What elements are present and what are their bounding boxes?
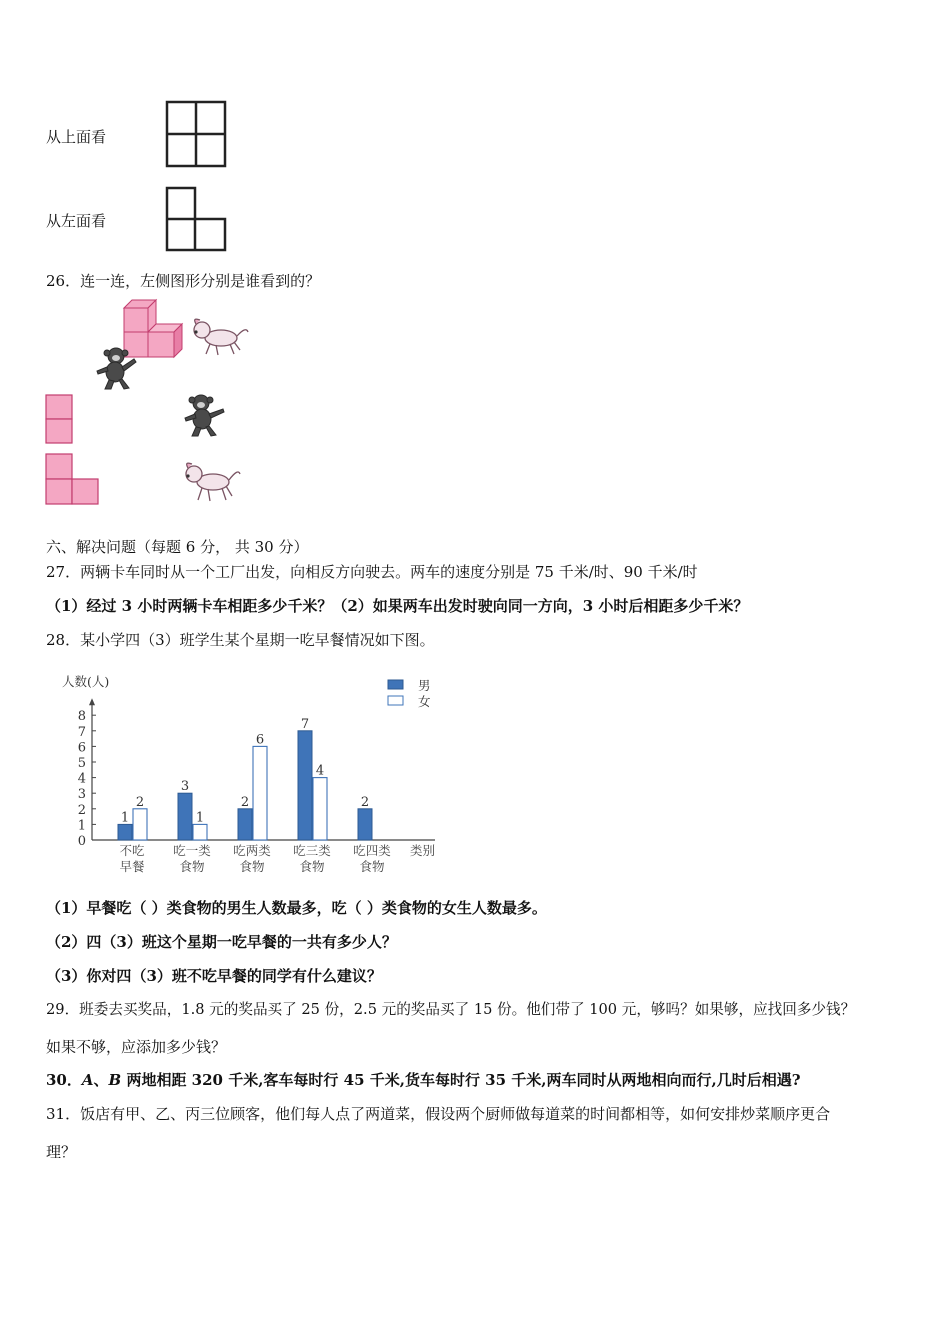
dog-icon (188, 314, 250, 358)
q31-line2: 理？ (46, 1143, 77, 1161)
q29-line2: 如果不够，应添加多少钱？ (46, 1038, 227, 1056)
bar-label-boys: 3 (180, 779, 190, 795)
y-axis-label: 人数(人) (62, 674, 110, 689)
legend-label-girls: 女 (418, 694, 431, 709)
y-tick-label: 2 (77, 802, 86, 818)
y-tick-label: 0 (77, 834, 86, 849)
q28-sub3: （3）你对四（3）班不吃早餐的同学有什么建议？ (46, 967, 382, 985)
x-axis-label: 类别 (410, 843, 436, 858)
q31-line1: 31．饭店有甲、乙、丙三位顾客，他们每人点了两道菜，假设两个厨师做每道菜的时间都相等，如何安排炒菜顺序更合 (46, 1105, 831, 1123)
q29-line1: 29．班委去买奖品，1.8 元的奖品买了 25 份，2.5 元的奖品买了 15 份。他们带了 100 元，够吗？如果够，应找回多少钱？ (46, 1001, 856, 1018)
bar-label-girls: 4 (315, 763, 325, 779)
q30-text (46, 1070, 801, 1090)
q26-text: 26．连一连，左侧图形分别是谁看到的？ (46, 272, 321, 290)
bar-label-boys: 1 (120, 810, 130, 826)
bar-boys (298, 731, 312, 840)
bar-boys (238, 809, 252, 840)
bar-label-boys: 2 (360, 794, 370, 810)
category-label-line2: 食物 (359, 859, 385, 874)
left-view-label: 从左面看 (46, 212, 107, 230)
left-view-figure (165, 186, 227, 252)
bar-label-girls: 2 (135, 794, 145, 810)
top-view-figure (165, 100, 227, 168)
category-label-line1: 吃两类 (233, 843, 271, 858)
vertical-view-figure (45, 394, 75, 446)
dog-option-icon (180, 460, 242, 504)
y-axis-arrow (89, 698, 95, 705)
y-tick-label: 6 (77, 740, 86, 756)
bar-boys (118, 824, 132, 840)
category-label-line1: 吃四类 (353, 843, 391, 858)
monkey-icon (92, 345, 138, 391)
y-tick-label: 7 (77, 724, 86, 740)
bar-boys (358, 809, 372, 840)
category-label-line2: 食物 (179, 859, 205, 874)
bar-girls (313, 778, 327, 840)
category-label-line2: 食物 (239, 859, 265, 874)
monkey-option-icon (181, 392, 227, 438)
y-tick-label: 4 (77, 771, 86, 787)
q30-point-b: B (108, 1071, 122, 1089)
category-label-line2: 早餐 (119, 859, 145, 874)
bar-label-boys: 2 (240, 794, 250, 810)
q28-sub2: （2）四（3）班这个星期一吃早餐的一共有多少人？ (46, 933, 397, 951)
y-tick-label: 8 (77, 709, 86, 725)
bar-girls (193, 824, 207, 840)
bar-boys (178, 793, 192, 840)
legend-label-boys: 男 (418, 678, 431, 693)
q30-num: 30． (46, 1071, 82, 1089)
q28-sub1: （1）早餐吃（ ）类食物的男生人数最多，吃（ ）类食物的女生人数最多。 (46, 899, 547, 917)
bar-label-girls: 6 (255, 732, 265, 748)
q27-line2: （1）经过 3 小时两辆卡车相距多少千米？（2）如果两车出发时驶向同一方向，3 小时后相距多少千米？ (46, 597, 749, 615)
breakfast-bar-chart (60, 668, 450, 880)
y-tick-label: 1 (77, 818, 86, 834)
l-shape-view-figure (45, 453, 101, 507)
q30-sep: 、 (93, 1071, 109, 1089)
y-tick-label: 3 (77, 787, 86, 803)
category-label-line1: 吃三类 (293, 843, 331, 858)
q30-point-a: A (81, 1071, 94, 1089)
bar-label-boys: 7 (300, 716, 310, 732)
bar-girls (133, 809, 147, 840)
category-label-line2: 食物 (299, 859, 325, 874)
section-heading: 六、解决问题（每题 6 分， 共 30 分） (46, 538, 309, 556)
category-label-line1: 不吃 (119, 843, 145, 858)
top-view-label: 从上面看 (46, 128, 107, 146)
legend-swatch-boys (388, 680, 403, 689)
y-tick-label: 5 (77, 756, 86, 771)
bar-girls (253, 746, 267, 840)
category-label-line1: 吃一类 (173, 843, 211, 858)
q28-intro: 28．某小学四（3）班学生某个星期一吃早餐情况如下图。 (46, 631, 435, 649)
q27-line1: 27．两辆卡车同时从一个工厂出发，向相反方向驶去。两车的速度分别是 75 千米/时、90 千米/时 (46, 563, 698, 581)
legend-swatch-girls (388, 696, 403, 705)
bar-label-girls: 1 (195, 810, 205, 826)
q30-rest: 两地相距 320 千米,客车每时行 45 千米,货车每时行 35 千米,两车同时从两地相向而行,几时后相遇? (121, 1071, 801, 1089)
